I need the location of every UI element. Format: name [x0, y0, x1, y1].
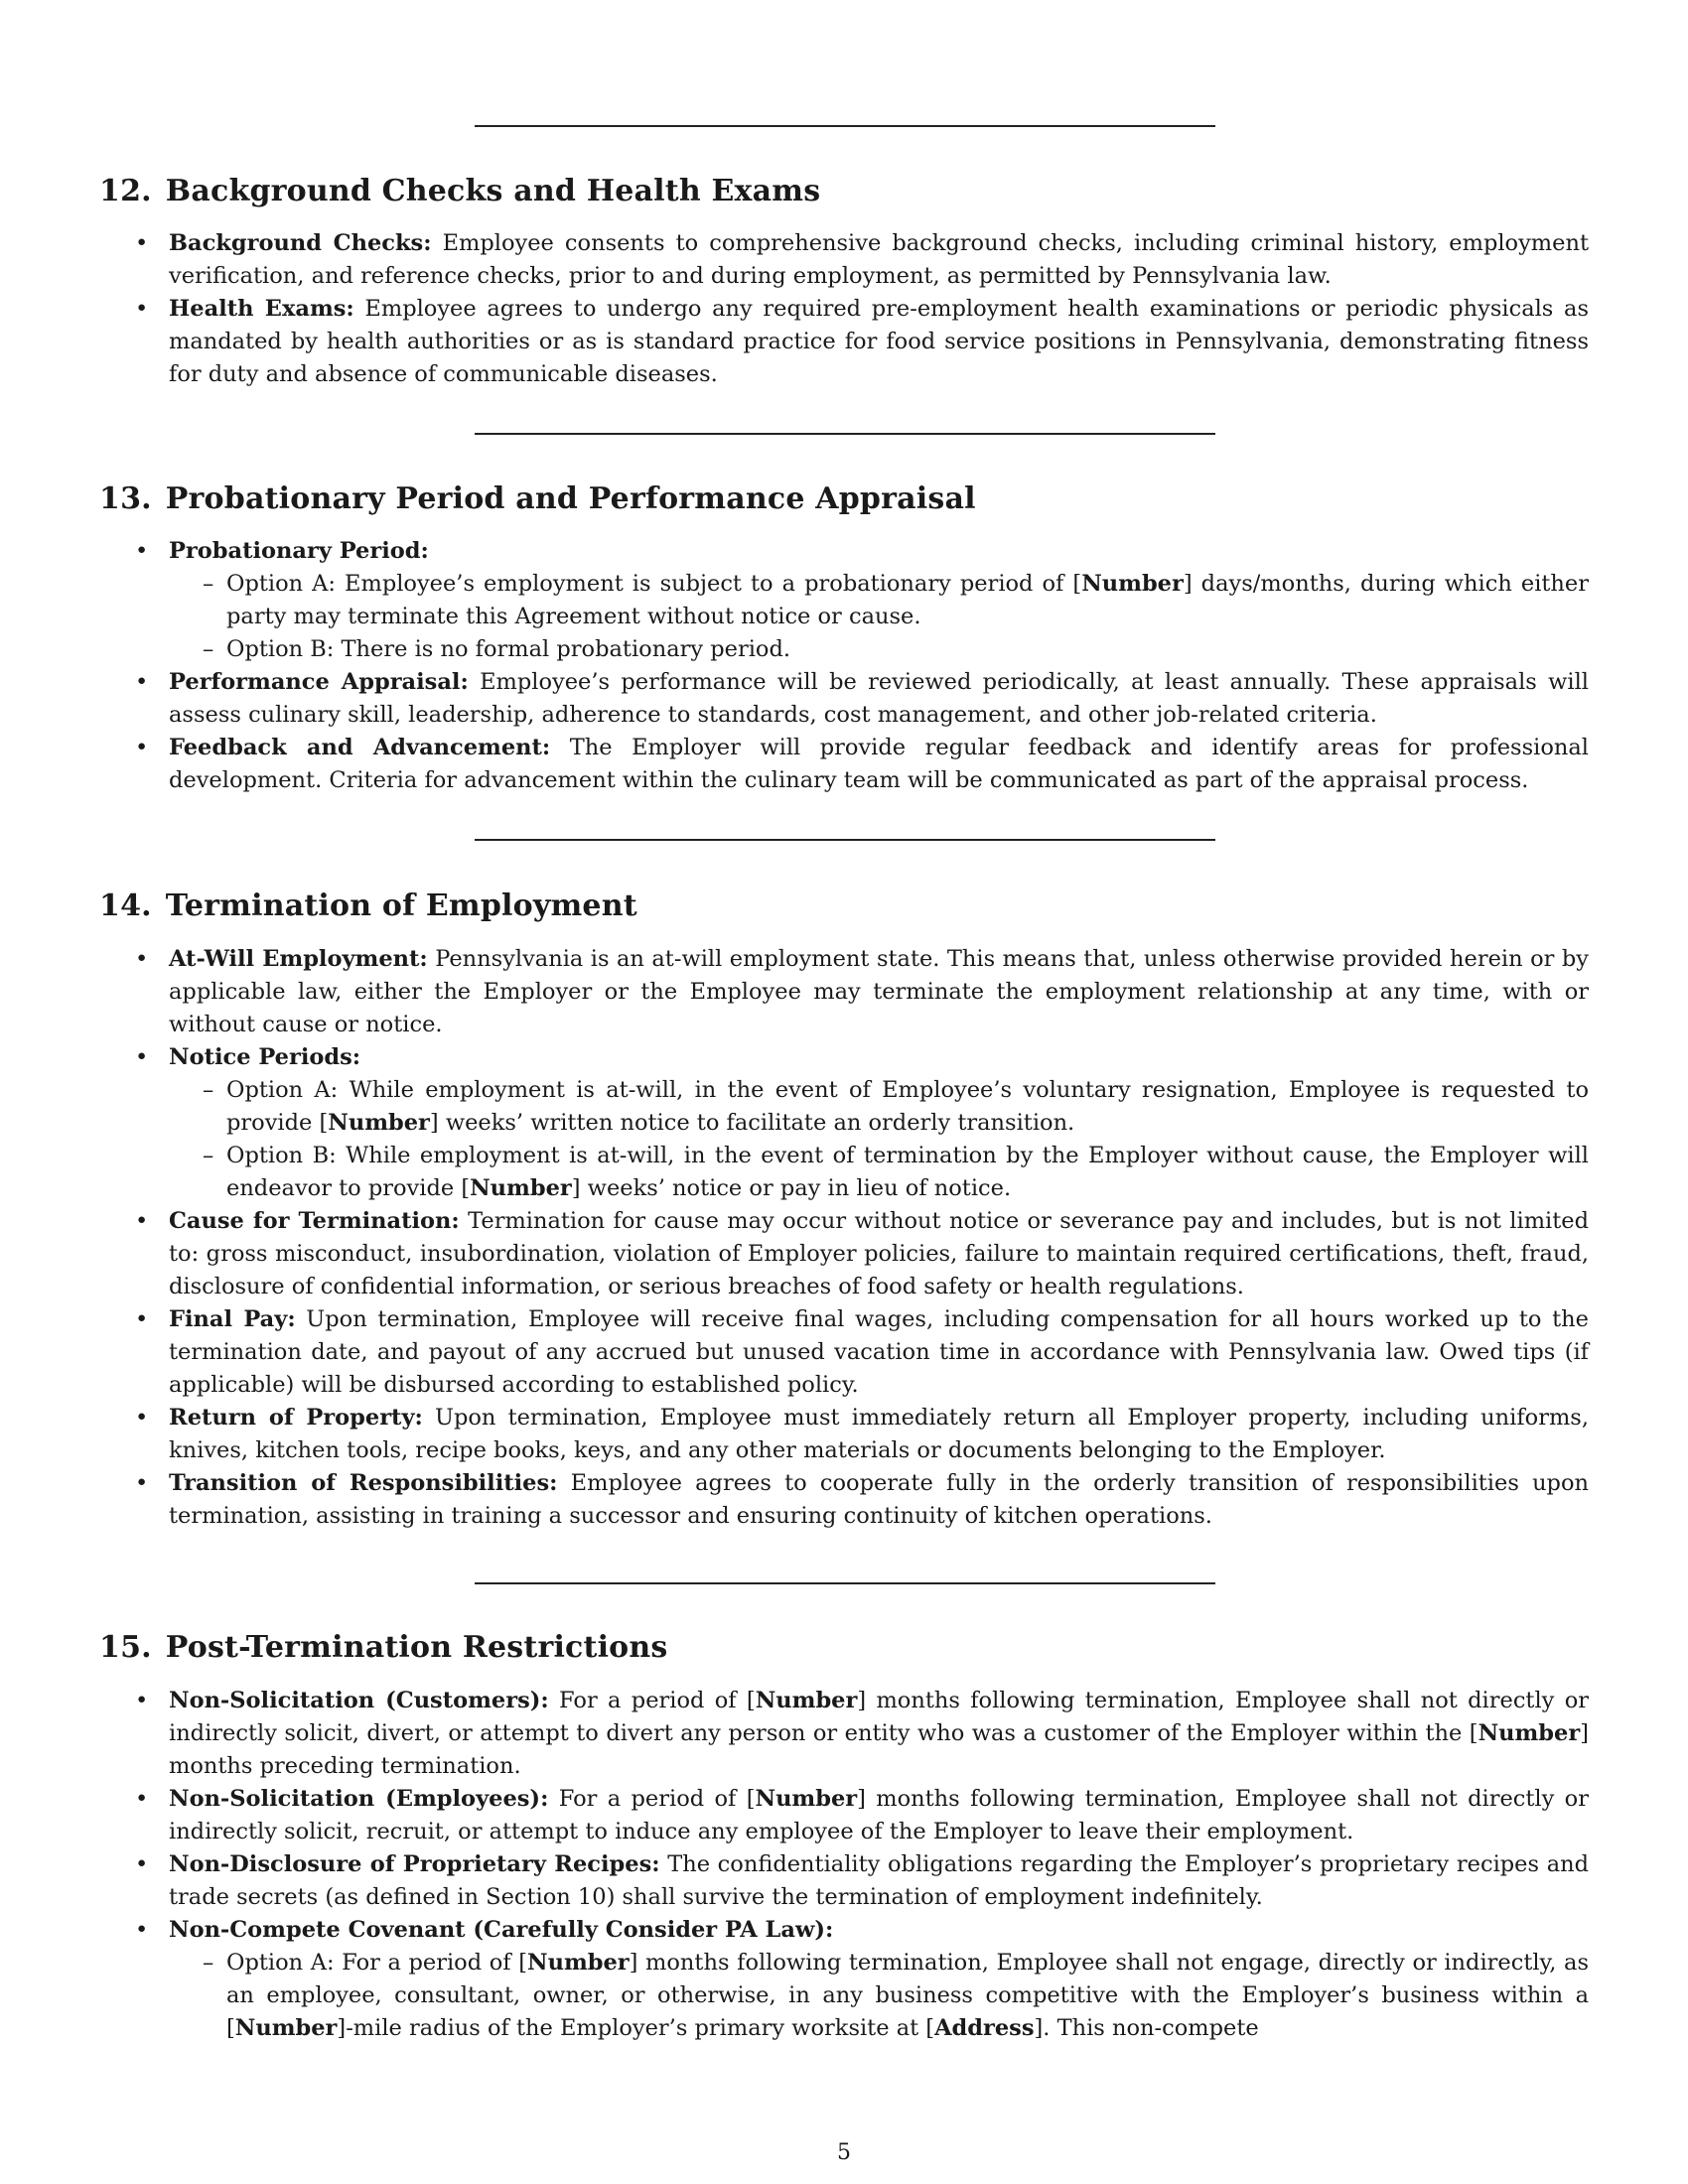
- list-item: • Non-Disclosure of Proprietary Recipes: The confidentiality obligations regarding the Employer’s proprietary recipes and trade secrets (as defined in Section 10) shall survive the termination of employment indefinitely.: [135, 1848, 1589, 1914]
- list-item: • At-Will Employment: Pennsylvania is an at-will employment state. This means that, unless otherwise provided herein or by applicable law, either the Employer or the Employee may terminate the employment relationship at any time, with or without cause or notice.: [135, 943, 1589, 1041]
- list-item: • Return of Property: Upon termination, Employee must immediately return all Employer property, including uniforms, knives, kitchen tools, recipe books, keys, and any other materials or documents belonging to the Employer.: [135, 1402, 1589, 1467]
- section-15-list: [135, 1685, 1589, 2045]
- section-13-list: [135, 535, 1589, 797]
- section-heading-12: 12. Background Checks and Health Exams: [99, 174, 821, 208]
- list-item: • Non-Compete Covenant (Carefully Consider PA Law): – Option A: For a period of [Number] months following termination, Employee shall not engage, directly or indirectly, as an employee, consultant, owner, or otherwise, in any business competitive with the Employer’s business within a [Number]-mile radius of the Employer’s primary worksite at [Address]. This non-compete: [135, 1914, 1589, 2045]
- list-item: – Option A: Employee’s employment is subject to a probationary period of [Number] days/months, during which either party may terminate this Agreement without notice or cause.: [169, 568, 1589, 633]
- list-item: • Health Exams: Employee agrees to undergo any required pre-employment health examinations or periodic physicals as mandated by health authorities or as is standard practice for food service positions in Pennsylvania, demonstrating fitness for duty and absence of communicable diseases.: [135, 293, 1589, 391]
- section-divider: [475, 839, 1215, 841]
- noncompete-options: [169, 1947, 1589, 2045]
- list-item: • Performance Appraisal: Employee’s performance will be reviewed periodically, at least annually. These appraisals will assess culinary skill, leadership, adherence to standards, cost management, and other job-related criteria.: [135, 666, 1589, 732]
- probation-options: [169, 568, 1589, 666]
- list-item: – Option A: For a period of [Number] months following termination, Employee shall not engage, directly or indirectly, as an employee, consultant, owner, or otherwise, in any business competitive with the Employer’s business within a [Number]-mile radius of the Employer’s primary worksite at [Address]. This non-compete: [169, 1947, 1589, 2045]
- section-heading-14: 14. Termination of Employment: [99, 888, 637, 923]
- notice-options: [169, 1074, 1589, 1205]
- section-divider: [475, 125, 1215, 127]
- list-item: • Final Pay: Upon termination, Employee will receive final wages, including compensation for all hours worked up to the termination date, and payout of any accrued but unused vacation time in accordance with Pennsylvania law. Owed tips (if applicable) will be disbursed according to established policy.: [135, 1303, 1589, 1402]
- section-divider: [475, 1582, 1215, 1584]
- list-item: • Non-Solicitation (Employees): For a period of [Number] months following termination, Employee shall not directly or indirectly solicit, recruit, or attempt to induce any employee of the Employer to leave their employment.: [135, 1783, 1589, 1848]
- section-12-list: [135, 227, 1589, 391]
- list-item: • Cause for Termination: Termination for cause may occur without notice or severance pay and includes, but is not limited to: gross misconduct, insubordination, violation of Employer policies, failure to maintain required certifications, theft, fraud, disclosure of confidential information, or serious breaches of food safety or health regulations.: [135, 1205, 1589, 1303]
- section-divider: [475, 433, 1215, 435]
- page-number: 5: [837, 2140, 851, 2165]
- list-item: • Non-Solicitation (Customers): For a period of [Number] months following termination, Employee shall not directly or indirectly solicit, divert, or attempt to divert any person or entity who was a customer of the Employer within the [Number] months preceding termination.: [135, 1685, 1589, 1783]
- section-heading-15: 15. Post-Termination Restrictions: [99, 1630, 668, 1665]
- list-item: – Option B: There is no formal probationary period.: [169, 633, 1589, 666]
- list-item: • Probationary Period: – Option A: Employee’s employment is subject to a probationary period of [Number] days/months, during which either party may terminate this Agreement without notice or cause. – Option B: There is no formal probationary period.: [135, 535, 1589, 666]
- section-heading-13: 13. Probationary Period and Performance Appraisal: [99, 481, 976, 516]
- list-item: – Option A: While employment is at-will, in the event of Employee’s voluntary resignation, Employee is requested to provide [Number] weeks’ written notice to facilitate an orderly transition.: [169, 1074, 1589, 1140]
- list-item: • Feedback and Advancement: The Employer will provide regular feedback and identify areas for professional development. Criteria for advancement within the culinary team will be communicated as part of the appraisal process.: [135, 732, 1589, 797]
- section-14-list: [135, 943, 1589, 1533]
- list-item: – Option B: While employment is at-will, in the event of termination by the Employer without cause, the Employer will endeavor to provide [Number] weeks’ notice or pay in lieu of notice.: [169, 1140, 1589, 1205]
- list-item: • Background Checks: Employee consents to comprehensive background checks, including criminal history, employment verification, and reference checks, prior to and during employment, as permitted by Pennsylvania law.: [135, 227, 1589, 293]
- list-item: • Notice Periods: – Option A: While employment is at-will, in the event of Employee’s voluntary resignation, Employee is requested to provide [Number] weeks’ written notice to facilitate an orderly transition. – Option B: While employment is at-will, in the event of termination by the Employer without cause, the Employer will endeavor to provide [Number] weeks’ notice or pay in lieu of notice.: [135, 1041, 1589, 1205]
- list-item: • Transition of Responsibilities: Employee agrees to cooperate fully in the orderly transition of responsibilities upon termination, assisting in training a successor and ensuring continuity of kitchen operations.: [135, 1467, 1589, 1533]
